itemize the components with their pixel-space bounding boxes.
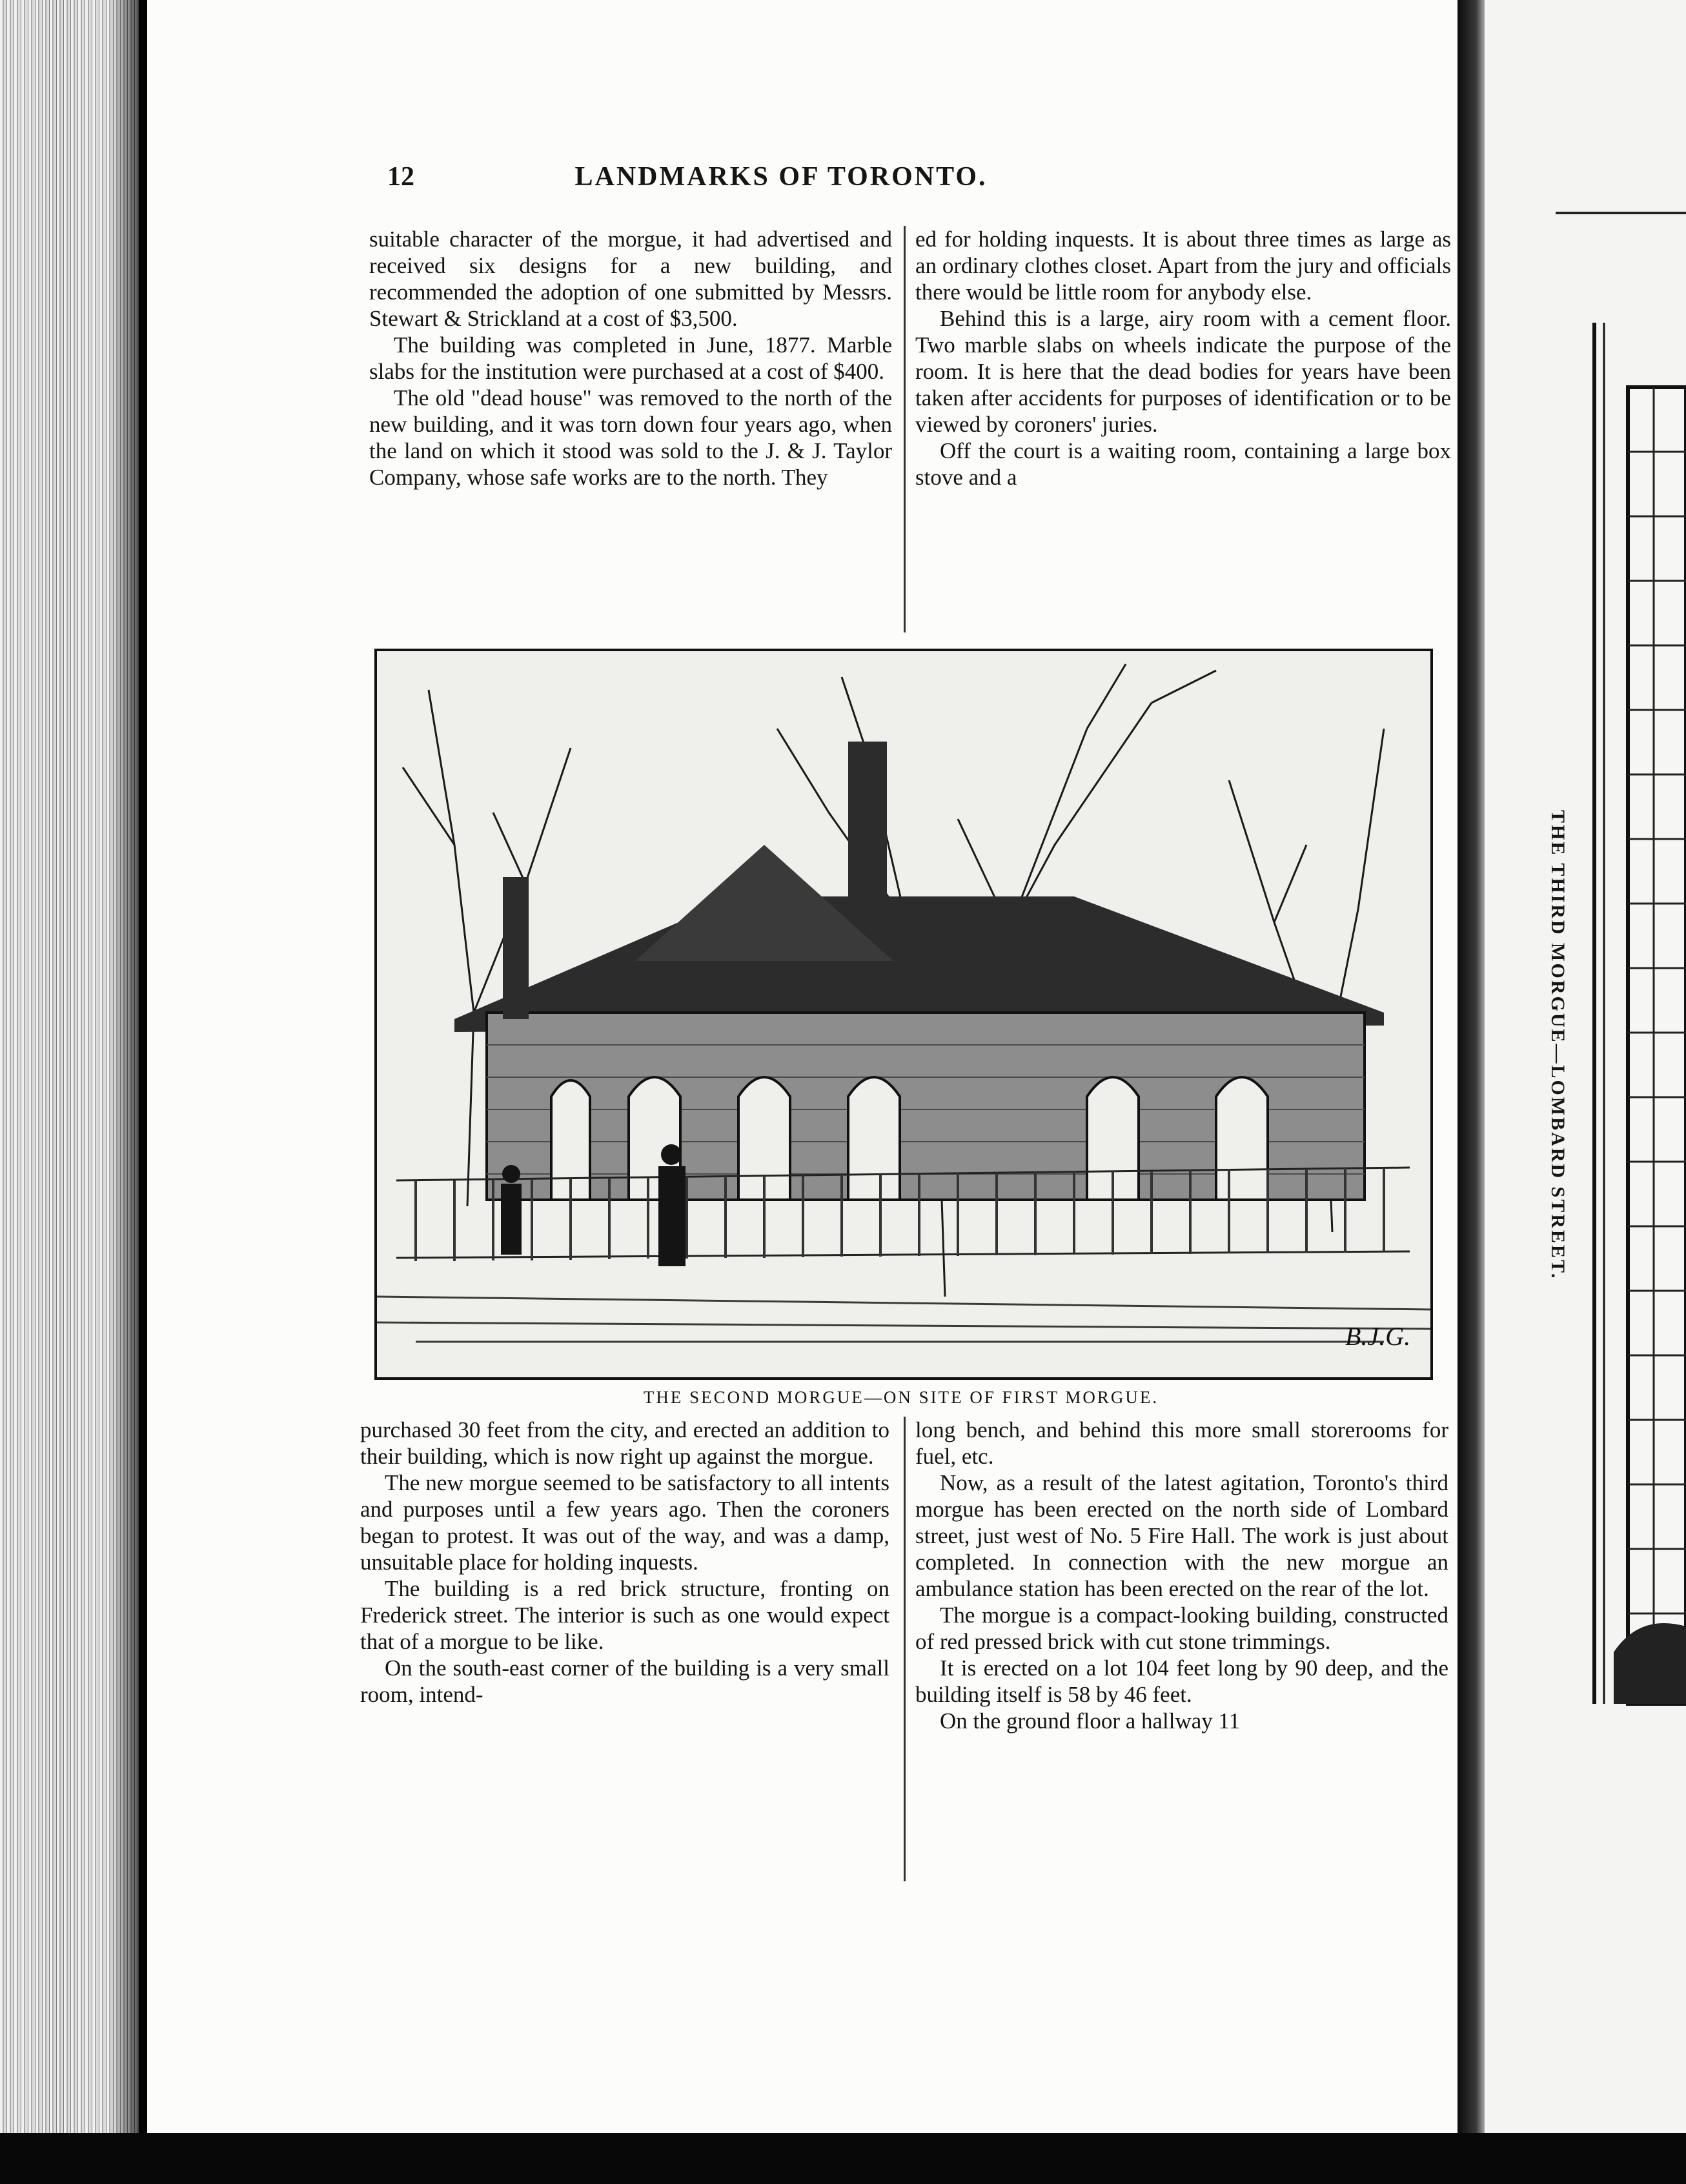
paragraph: It is erected on a lot 104 feet long by 90 deep, and the building itself is 58 by 46 feet. <box>915 1655 1448 1707</box>
spine-shadow <box>110 0 148 2184</box>
column-rule <box>904 1417 906 1881</box>
page-number: 12 <box>387 162 414 192</box>
paragraph: The morgue is a compact-looking building, constructed of red pressed brick with cut stone trimmings. <box>915 1603 1448 1654</box>
second-morgue-engraving <box>377 651 1430 1377</box>
paragraph: purchased 30 feet from the city, and erected an addition to their building, which is now right up against the morgue. <box>360 1417 889 1469</box>
paragraph: long bench, and behind this more small storerooms for fuel, etc. <box>915 1417 1448 1469</box>
bottom-right-column <box>915 1417 1448 1734</box>
paragraph: The building is a red brick structure, fronting on Frederick street. The interior is such as one would expect that of a morgue to be like. <box>360 1576 889 1654</box>
paragraph: ed for holding inquests. It is about three times as large as an ordinary clothes closet. Apart from the jury and officials there would be little room for anybody else. <box>915 227 1451 305</box>
gutter-shadow <box>1457 0 1488 2133</box>
paragraph: The new morgue seemed to be satisfactory to all intents and purposes until a few years ago. Then the coroners began to protest. It was out of the way, and was a damp, unsuitable place for holding inquests. <box>360 1470 889 1575</box>
paragraph: On the south-east corner of the building is a very small room, intend- <box>360 1655 889 1707</box>
scan-bottom-border <box>0 2133 1686 2184</box>
facing-page-illustration <box>1485 0 1686 2133</box>
facing-page <box>1485 0 1686 2133</box>
morgue-illustration <box>374 649 1433 1380</box>
paragraph: The old "dead house" was removed to the north of the new building, and it was torn down four years ago, when the land on which it stood was sold to the J. & J. Taylor Company, whose safe works are to the north. They <box>369 385 892 490</box>
paragraph: The building was completed in June, 1877. Marble slabs for the institution were purchased at a cost of $400. <box>369 332 892 384</box>
bottom-left-column <box>360 1417 889 1708</box>
artist-signature: B.J.G. <box>1345 1322 1411 1351</box>
paragraph: On the ground floor a hallway 11 <box>940 1708 1241 1734</box>
top-left-column <box>369 226 892 490</box>
facing-page-caption <box>1538 810 1570 1552</box>
page-header <box>387 161 1175 207</box>
top-right-column <box>915 226 1451 490</box>
paragraph: suitable character of the morgue, it had advertised and received six designs for a new building, and recommended the adoption of one submitted by Messrs. Stewart & Strickland at a cost of $3,500. <box>369 227 892 331</box>
paragraph: Behind this is a large, airy room with a cement floor. Two marble slabs on wheels indicate the purpose of the room. It is here that the dead bodies for years have been taken after accidents for purposes of identification or to be viewed by coroners' juries. <box>915 306 1451 437</box>
illustration-caption: THE SECOND MORGUE—ON SITE OF FIRST MORGUE. <box>643 1388 1159 1407</box>
running-title: LANDMARKS OF TORONTO. <box>574 162 988 192</box>
column-rule <box>904 226 906 632</box>
facing-page-caption-text: THE THIRD MORGUE—LOMBARD STREET. <box>1547 810 1569 1280</box>
paragraph: Off the court is a waiting room, containing a large box stove and a <box>915 438 1451 490</box>
paragraph: Now, as a result of the latest agitation, Toronto's third morgue has been erected on the north side of Lombard street, just west of No. 5 Fire Hall. The work is just about completed. In connection with the new morgue an ambulance station has been erected on the rear of the lot. <box>915 1470 1448 1601</box>
